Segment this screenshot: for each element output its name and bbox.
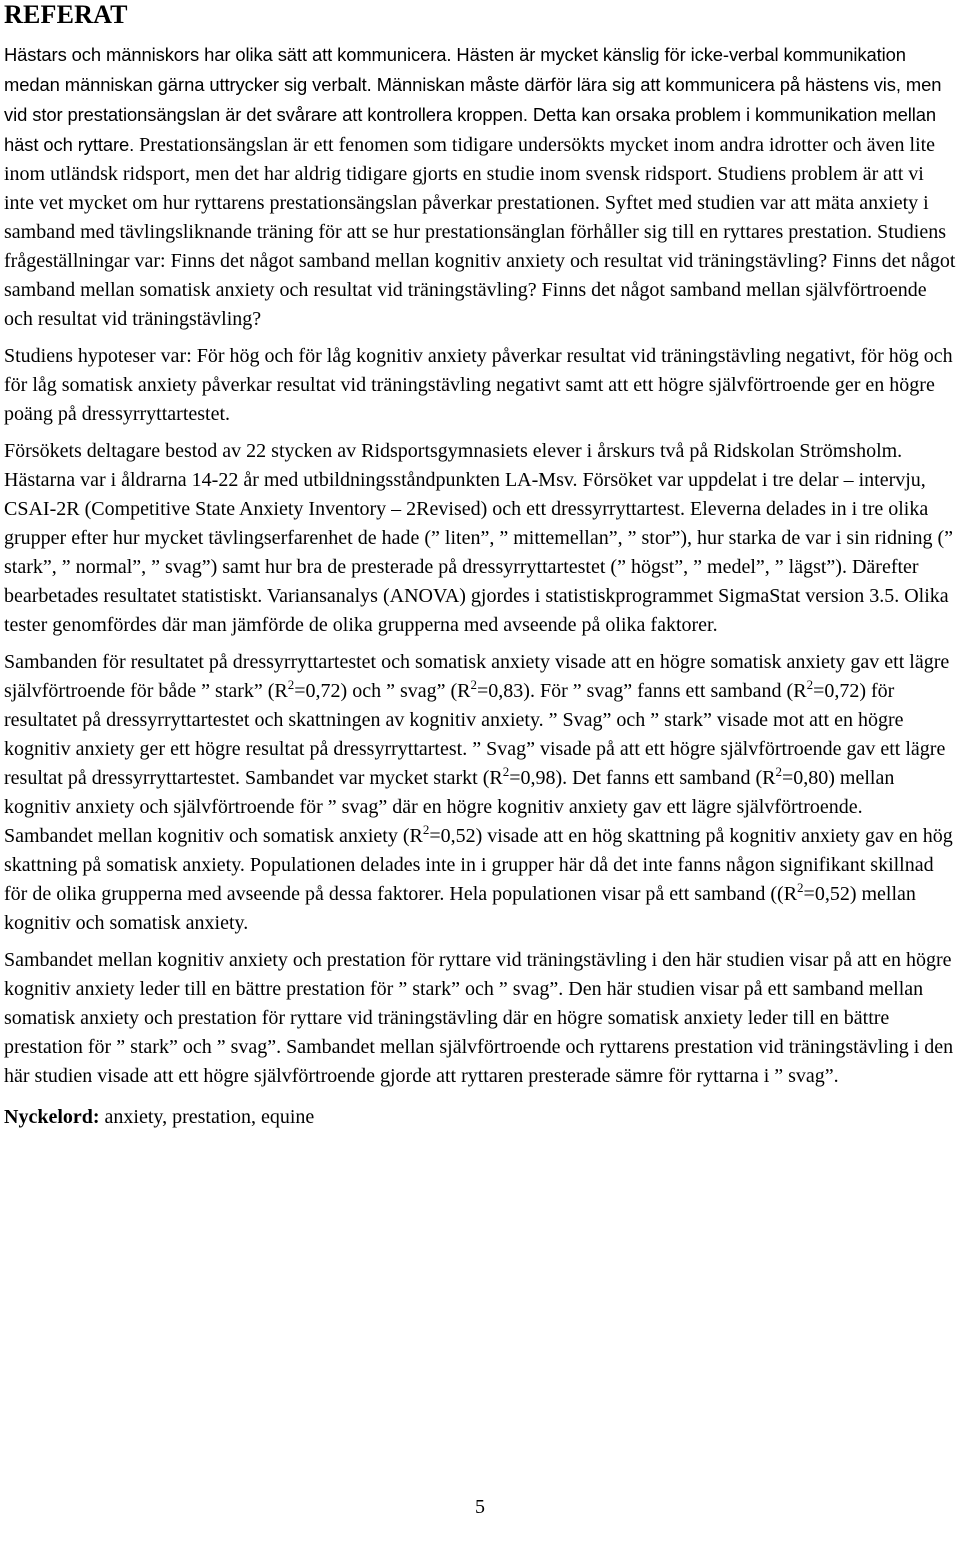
method-paragraph: Försökets deltagare bestod av 22 stycken av Ridsportsgymnasiets elever i årskurs två på Ridskolan Strömsholm. Hästarna var i åldrarna 14-22 år med utbildningsståndpunkten LA-Msv. Försöket var uppdelat i tre delar – intervju, CSAI-2R (Competitive State Anxiety Inventory – 2Revised) och ett dressyrryttartest. Eleverna delades in i tre olika grupper efter hur mycket tävlingserfarenhet de hade (” liten”, ” mittemellan”, ” stor”), hur starka de var i sin ridning (” stark”, ” normal”, ” svag”) samt hur bra de presterade på dressyrryttartestet (” högst”, ” medel”, ” lägst”). Därefter bearbetades resultatet statistiskt. Variansanalys (ANOVA) gjordes i statistiskprogrammet SigmaStat version 3.5. Olika tester genomfördes där man jämförde de olika grupperna med avseende på olika faktorer. <box>4 440 954 636</box>
hypotheses-paragraph: Studiens hypoteser var: För hög och för låg kognitiv anxiety påverkar resultat vid träningstävling negativt, för hög och för låg somatisk anxiety påverkar resultat vid träningstävling negativt samt att ett högre självförtroende ger en högre poäng på dressyrryttartestet. <box>4 345 953 425</box>
results-paragraph <box>4 648 956 938</box>
keywords-label: Nyckelord: <box>4 1106 100 1128</box>
superscript-2: 2 <box>422 822 430 837</box>
abstract-heading: REFERAT <box>4 0 128 29</box>
results-text-5: =0,98). Det fanns ett samband (R <box>509 767 776 789</box>
intro-sans-text: Hästars och människors har olika sätt att kommunicera. Hästen är mycket känslig för icke-verbal kommunikation medan människan gärna uttrycker sig verbalt. Människan måste därför lära sig att kommunicera på hästens vis, men vid stor prestationsängslan är det svårare att kontrollera kroppen. Detta kan orsaka problem i kommunikation mellan häst och ryttare. <box>4 44 942 155</box>
results-text-7: =0,52) visade att en hög skattning på kognitiv anxiety gav en hög skattning på somatisk anxiety. Populationen delades inte in i grupper här då det inte fanns någon signifikant skillnad för de olika grupperna med avseende på dessa faktorer. Hela populationen visar på ett samband ((R <box>4 825 953 905</box>
results-text-2: =0,72) och ” svag” (R <box>294 680 471 702</box>
keywords-line <box>4 1103 956 1132</box>
superscript-2: 2 <box>470 677 478 692</box>
intro-paragraph <box>4 40 956 334</box>
intro-serif-text: Prestationsängslan är ett fenomen som tidigare undersökts mycket inom andra idrotter och även lite inom utländsk ridsport, men det har aldrig tidigare gjorts en studie inom svensk ridsport. Studiens problem är att vi inte vet mycket om hur ryttarens prestationsängslan påverkar prestationen. Syftet med studien var att mäta anxiety i samband med tävlingsliknande träning för att se hur prestationsänglan förhåller sig till en ryttares prestation. Studiens frågeställningar var: Finns det något samband mellan kognitiv anxiety och resultat vid träningstävling? Finns det något samband mellan somatisk anxiety och resultat vid träningstävling? Finns det något samband mellan självförtroende och resultat vid träningstävling? <box>4 134 956 330</box>
results-text-8: =0,52) mellan kognitiv och somatisk anxiety. <box>4 883 916 934</box>
superscript-2: 2 <box>287 677 295 692</box>
keywords-text: anxiety, prestation, equine <box>99 1106 315 1128</box>
page-number: 5 <box>475 1496 485 1518</box>
superscript-2: 2 <box>806 677 814 692</box>
superscript-2: 2 <box>775 764 782 779</box>
conclusion-paragraph: Sambandet mellan kognitiv anxiety och prestation för ryttare vid träningstävling i den här studien visar på att en högre kognitiv anxiety leder till en bättre prestation för ” stark” och ” svag”. Den här studien visar på ett samband mellan somatisk anxiety och prestation för ryttare vid träningstävling där en högre somatisk anxiety leder till en bättre prestation för ” stark” och ” svag”. Sambandet mellan självförtroende och ryttarens prestation vid träningstävling i den här studien visade att ett högre självförtroende gjorde att ryttaren presterade sämre för ryttarna i ” svag”. <box>4 949 954 1087</box>
superscript-2: 2 <box>502 764 510 779</box>
document-page <box>4 0 956 1152</box>
results-text-3: =0,83). För ” svag” fanns ett samband (R <box>477 680 807 702</box>
superscript-2: 2 <box>797 880 804 895</box>
results-text-1: Sambanden för resultatet på dressyrryttartestet och somatisk anxiety visade att en högre somatisk anxiety gav ett lägre självförtroende för både ” stark” (R <box>4 651 950 702</box>
results-text-6: =0,80) mellan kognitiv anxiety och självförtroende för ” svag” där en högre kognitiv anxiety gav ett lägre självförtroende. Sambandet mellan kognitiv och somatisk anxiety (R <box>4 767 895 847</box>
results-text-4: =0,72) för resultatet på dressyrryttartestet och skattningen av kognitiv anxiety. ” Svag” och ” stark” visade mot att en högre kognitiv anxiety ger ett högre resultat på dressyrryttartest. ” Svag” visade på att ett högre självförtroende gav ett lägre resultat på dressyrryttartestet. Sambandet var mycket starkt (R <box>4 680 946 789</box>
